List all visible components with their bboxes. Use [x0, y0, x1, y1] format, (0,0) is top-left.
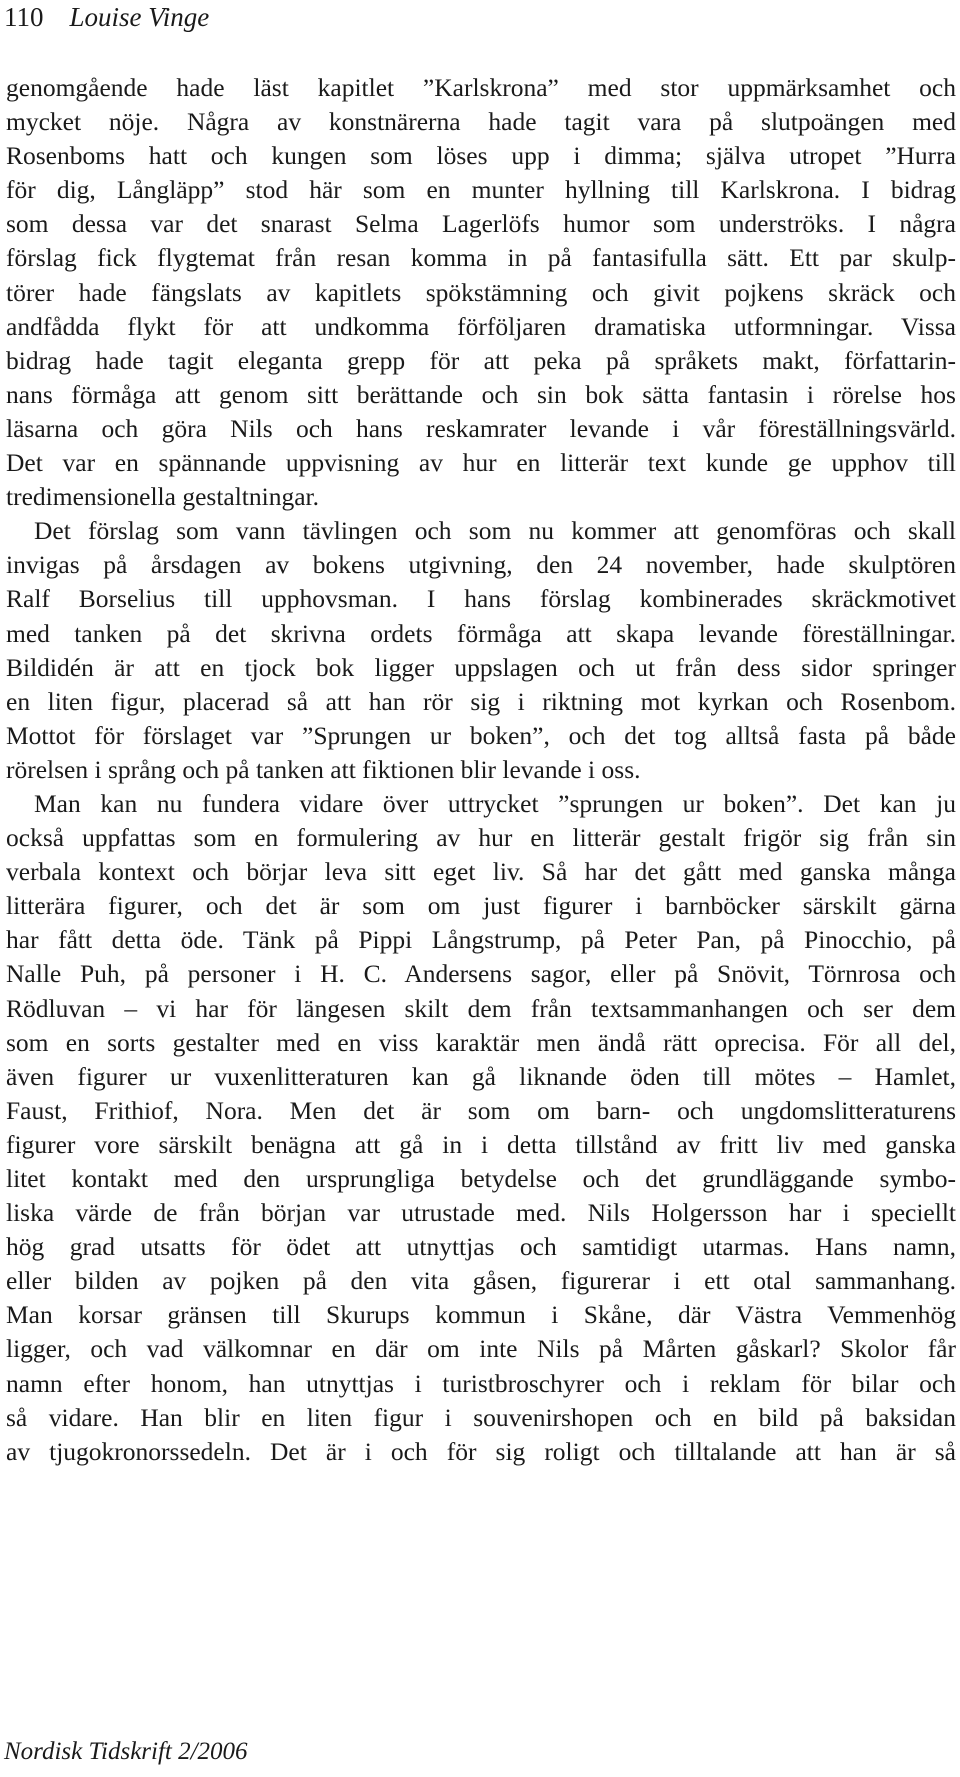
running-head [4, 0, 209, 34]
text-line: tredimensionella gestaltningar. [6, 482, 319, 512]
text-line: eller bilden av pojken på den vita gåsen, figurerar i ett otal sammanhang. [6, 1266, 956, 1296]
text-line: Det förslag som vann tävlingen och som nu kommer att genomföras och skall [34, 516, 956, 546]
text-line: läsarna och göra Nils och hans reskamrater levande i vår föreställningsvärld. [6, 413, 956, 443]
text-line: Ralf Borselius till upphovsman. I hans förslag kombinerades skräckmotivet [6, 584, 956, 614]
page-number: 110 [4, 2, 44, 32]
text-line: namn efter honom, han utnyttjas i turistbroschyrer och i reklam för bilar och [6, 1368, 956, 1398]
text-line: bidrag hade tagit eleganta grepp för att peka på språkets makt, författarin- [6, 345, 956, 375]
text-line: hög grad utsatts för ödet att utnyttjas och samtidigt utarmas. Hans namn, [6, 1232, 956, 1262]
text-line: har fått detta öde. Tänk på Pippi Långstrump, på Peter Pan, på Pinocchio, på [6, 925, 956, 955]
text-line: mycket nöje. Några av konstnärerna hade tagit vara på slutpoängen med [6, 107, 956, 137]
text-line: Bildidén är att en tjock bok ligger uppslagen och ut från dess sidor springer [6, 652, 956, 682]
paragraph-1 [6, 71, 956, 514]
text-line: figurer vore särskilt benägna att gå in i detta tillstånd av fritt liv med ganska [6, 1129, 956, 1159]
running-head-author: Louise Vinge [69, 2, 210, 32]
text-line: liska värde de från början var utrustade med. Nils Holgersson har i speciellt [6, 1198, 956, 1228]
text-line: som en sorts gestalter med en viss karaktär men ändå rätt oprecisa. För all del, [6, 1027, 956, 1057]
body-text [6, 71, 956, 1469]
text-line: ligger, och vad välkomnar en där om inte Nils på Mårten gåskarl? Skolor får [6, 1334, 956, 1364]
text-line: Rosenboms hatt och kungen som löses upp i dimma; själva utropet ”Hurra [6, 141, 956, 171]
text-line: törer hade fängslats av kapitlets spökstämning och givit pojkens skräck och [6, 277, 956, 307]
text-line: Nalle Puh, på personer i H. C. Andersens sagor, eller på Snövit, Törnrosa och [6, 959, 956, 989]
text-line: en liten figur, placerad så att han rör sig i riktning mot kyrkan och Rosenbom. [6, 686, 956, 716]
text-line: som dessa var det snarast Selma Lagerlöfs humor som underströks. I några [6, 209, 956, 239]
text-line: litet kontakt med den ursprungliga betydelse och det grundläggande symbo- [6, 1164, 956, 1193]
text-line: Rödluvan – vi har för längesen skilt dem från textsammanhangen och ser dem [6, 993, 956, 1023]
text-line: så vidare. Han blir en liten figur i souvenirshopen och en bild på baksidan [6, 1402, 956, 1432]
text-line: med tanken på det skrivna ordets förmåga att skapa levande föreställningar. [6, 618, 956, 648]
text-line: även figurer ur vuxenlitteraturen kan gå liknande öden till mötes – Hamlet, [6, 1061, 956, 1091]
journal-footer: Nordisk Tidskrift 2/2006 [4, 1738, 248, 1765]
text-line: förslag fick flygtemat från resan komma in på fantasifulla sätt. Ett par skulp- [6, 243, 956, 273]
text-line: genomgående hade läst kapitlet ”Karlskrona” med stor uppmärksamhet och [6, 73, 956, 102]
text-line: Faust, Frithiof, Nora. Men det är som om barn- och ungdomslitteraturens [6, 1095, 956, 1125]
text-line: litterära figurer, och det är som om just figurer i barnböcker särskilt gärna [6, 891, 956, 921]
text-line: Man korsar gränsen till Skurups kommun i Skåne, där Västra Vemmenhög [6, 1300, 956, 1330]
text-line: nans förmåga att genom sitt berättande och sin bok sätta fantasin i rörelse hos [6, 379, 956, 409]
text-line: Mottot för förslaget var ”Sprungen ur boken”, och det tog alltså fasta på både [6, 720, 956, 750]
paragraph-2 [6, 514, 956, 787]
text-line: Det var en spännande uppvisning av hur en litterär text kunde ge upphov till [6, 448, 956, 478]
text-line: verbala kontext och börjar leva sitt eget liv. Så har det gått med ganska många [6, 857, 956, 887]
text-line: andfådda flykt för att undkomma förföljaren dramatiska utformningar. Vissa [6, 311, 956, 341]
text-line: rörelsen i språng och på tanken att fiktionen blir levande i oss. [6, 754, 641, 784]
text-line: av tjugokronorssedeln. Det är i och för sig roligt och tilltalande att han är så [6, 1436, 956, 1466]
text-line: för dig, Långläpp” stod här som en munter hyllning till Karlskrona. I bidrag [6, 175, 956, 205]
paragraph-3 [6, 787, 956, 1469]
text-line: invigas på årsdagen av bokens utgivning, den 24 november, hade skulptören [6, 550, 956, 580]
text-line: Man kan nu fundera vidare över uttrycket ”sprungen ur boken”. Det kan ju [34, 788, 956, 818]
text-line: också uppfattas som en formulering av hur en litterär gestalt frigör sig från sin [6, 823, 956, 853]
